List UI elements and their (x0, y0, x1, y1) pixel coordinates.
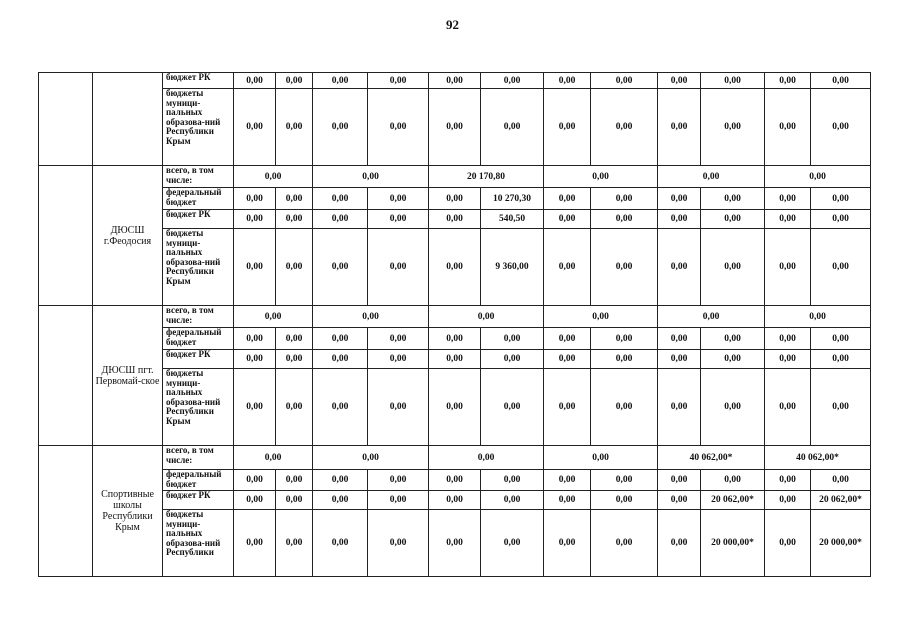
value-cell: 0,00 (368, 470, 429, 491)
value-cell: 0,00 (429, 73, 481, 89)
table-row (39, 491, 871, 510)
value-cell: 0,00 (234, 350, 276, 369)
value-cell: 0,00 (811, 210, 871, 229)
value-cell: 0,00 (591, 89, 658, 166)
value-cell: 0,00 (591, 470, 658, 491)
row-label: всего, в том числе: (163, 306, 234, 328)
value-cell: 0,00 (591, 369, 658, 446)
total-value-cell: 0,00 (429, 446, 544, 470)
value-cell: 0,00 (544, 210, 591, 229)
row-label: бюджет РК (163, 73, 234, 89)
row-label: всего, в том числе: (163, 446, 234, 470)
row-label: бюджет РК (163, 491, 234, 510)
value-cell: 0,00 (658, 328, 701, 350)
value-cell: 0,00 (544, 188, 591, 210)
value-cell: 0,00 (811, 229, 871, 306)
row-label: всего, в том числе: (163, 166, 234, 188)
value-cell: 0,00 (658, 73, 701, 89)
value-cell: 0,00 (234, 470, 276, 491)
value-cell: 0,00 (658, 350, 701, 369)
value-cell: 0,00 (658, 210, 701, 229)
index-cell (39, 73, 93, 166)
table-row (39, 328, 871, 350)
value-cell: 10 270,30 (481, 188, 544, 210)
value-cell: 0,00 (234, 73, 276, 89)
total-value-cell: 0,00 (313, 166, 429, 188)
value-cell: 0,00 (658, 229, 701, 306)
value-cell: 0,00 (276, 350, 313, 369)
value-cell: 0,00 (429, 369, 481, 446)
value-cell: 0,00 (591, 491, 658, 510)
total-value-cell: 0,00 (313, 446, 429, 470)
value-cell: 0,00 (481, 369, 544, 446)
total-value-cell: 0,00 (234, 306, 313, 328)
value-cell: 0,00 (429, 188, 481, 210)
value-cell: 0,00 (591, 229, 658, 306)
value-cell: 0,00 (811, 369, 871, 446)
institution-name: ДЮСШ пгт. Первомай-ское (93, 306, 163, 446)
value-cell: 20 062,00* (811, 491, 871, 510)
value-cell: 0,00 (276, 210, 313, 229)
value-cell: 0,00 (313, 328, 368, 350)
value-cell: 0,00 (313, 491, 368, 510)
value-cell: 0,00 (811, 470, 871, 491)
value-cell: 0,00 (544, 89, 591, 166)
total-value-cell: 0,00 (765, 166, 871, 188)
value-cell: 20 000,00* (811, 510, 871, 577)
value-cell: 0,00 (591, 328, 658, 350)
value-cell: 0,00 (591, 350, 658, 369)
value-cell: 0,00 (429, 491, 481, 510)
total-value-cell: 0,00 (429, 306, 544, 328)
row-label: бюджеты муници-пальных образова-ний Республики Крым (163, 229, 234, 306)
value-cell: 0,00 (234, 210, 276, 229)
value-cell: 0,00 (368, 328, 429, 350)
value-cell: 0,00 (765, 188, 811, 210)
value-cell: 0,00 (481, 73, 544, 89)
value-cell: 0,00 (658, 491, 701, 510)
value-cell: 0,00 (276, 510, 313, 577)
value-cell: 0,00 (765, 369, 811, 446)
total-value-cell: 40 062,00* (765, 446, 871, 470)
value-cell: 0,00 (276, 229, 313, 306)
value-cell: 0,00 (701, 470, 765, 491)
value-cell: 540,50 (481, 210, 544, 229)
value-cell: 0,00 (591, 73, 658, 89)
value-cell: 0,00 (701, 369, 765, 446)
value-cell: 0,00 (701, 210, 765, 229)
value-cell: 0,00 (481, 350, 544, 369)
page-number: 92 (446, 17, 459, 32)
total-value-cell: 0,00 (544, 306, 658, 328)
value-cell: 0,00 (811, 328, 871, 350)
value-cell: 0,00 (701, 188, 765, 210)
value-cell: 0,00 (591, 210, 658, 229)
value-cell: 0,00 (481, 328, 544, 350)
value-cell: 0,00 (765, 73, 811, 89)
total-value-cell: 0,00 (658, 306, 765, 328)
institution-name (93, 73, 163, 166)
value-cell: 0,00 (234, 328, 276, 350)
value-cell: 0,00 (591, 510, 658, 577)
value-cell: 0,00 (234, 188, 276, 210)
total-value-cell: 40 062,00* (658, 446, 765, 470)
value-cell: 0,00 (429, 229, 481, 306)
value-cell: 0,00 (701, 350, 765, 369)
row-label: федеральный бюджет (163, 328, 234, 350)
index-cell (39, 446, 93, 577)
value-cell: 0,00 (234, 510, 276, 577)
value-cell: 0,00 (313, 470, 368, 491)
value-cell: 0,00 (765, 470, 811, 491)
value-cell: 0,00 (544, 350, 591, 369)
value-cell: 0,00 (765, 350, 811, 369)
value-cell: 0,00 (313, 188, 368, 210)
table-row (39, 73, 871, 89)
value-cell: 0,00 (658, 470, 701, 491)
table-row (39, 306, 871, 328)
value-cell: 0,00 (234, 369, 276, 446)
value-cell: 0,00 (701, 73, 765, 89)
value-cell: 0,00 (658, 510, 701, 577)
value-cell: 0,00 (481, 510, 544, 577)
value-cell: 0,00 (429, 89, 481, 166)
value-cell: 0,00 (429, 328, 481, 350)
value-cell: 0,00 (765, 328, 811, 350)
total-value-cell: 0,00 (234, 166, 313, 188)
value-cell: 0,00 (765, 89, 811, 166)
table-row (39, 89, 871, 166)
total-value-cell: 0,00 (544, 446, 658, 470)
value-cell: 0,00 (368, 229, 429, 306)
value-cell: 0,00 (811, 350, 871, 369)
value-cell: 0,00 (658, 89, 701, 166)
value-cell: 0,00 (276, 328, 313, 350)
budget-table (38, 72, 871, 577)
value-cell: 0,00 (368, 73, 429, 89)
table-row (39, 210, 871, 229)
value-cell: 20 000,00* (701, 510, 765, 577)
row-label: бюджет РК (163, 210, 234, 229)
value-cell: 0,00 (368, 510, 429, 577)
value-cell: 0,00 (368, 210, 429, 229)
total-value-cell: 0,00 (544, 166, 658, 188)
value-cell: 0,00 (765, 210, 811, 229)
value-cell: 9 360,00 (481, 229, 544, 306)
value-cell: 20 062,00* (701, 491, 765, 510)
value-cell: 0,00 (368, 350, 429, 369)
row-label: федеральный бюджет (163, 188, 234, 210)
value-cell: 0,00 (765, 491, 811, 510)
value-cell: 0,00 (313, 73, 368, 89)
value-cell: 0,00 (811, 73, 871, 89)
value-cell: 0,00 (658, 369, 701, 446)
value-cell: 0,00 (701, 229, 765, 306)
value-cell: 0,00 (234, 229, 276, 306)
value-cell: 0,00 (481, 491, 544, 510)
value-cell: 0,00 (765, 510, 811, 577)
value-cell: 0,00 (313, 229, 368, 306)
value-cell: 0,00 (368, 369, 429, 446)
institution-name: Спортивные школы Республики Крым (93, 446, 163, 577)
value-cell: 0,00 (544, 328, 591, 350)
table-row (39, 166, 871, 188)
value-cell: 0,00 (544, 491, 591, 510)
value-cell: 0,00 (544, 470, 591, 491)
value-cell: 0,00 (544, 510, 591, 577)
value-cell: 0,00 (765, 229, 811, 306)
row-label: бюджеты муници-пальных образова-ний Республики Крым (163, 89, 234, 166)
value-cell: 0,00 (701, 328, 765, 350)
row-label: бюджеты муници-пальных образова-ний Республики Крым (163, 369, 234, 446)
value-cell: 0,00 (811, 188, 871, 210)
value-cell: 0,00 (368, 89, 429, 166)
table-row (39, 188, 871, 210)
value-cell: 0,00 (276, 73, 313, 89)
value-cell: 0,00 (276, 89, 313, 166)
total-value-cell: 0,00 (234, 446, 313, 470)
institution-name: ДЮСШ г.Феодосия (93, 166, 163, 306)
total-value-cell: 20 170,80 (429, 166, 544, 188)
value-cell: 0,00 (368, 491, 429, 510)
value-cell: 0,00 (481, 470, 544, 491)
value-cell: 0,00 (429, 210, 481, 229)
value-cell: 0,00 (313, 210, 368, 229)
total-value-cell: 0,00 (313, 306, 429, 328)
value-cell: 0,00 (276, 470, 313, 491)
table-row (39, 446, 871, 470)
table-row (39, 470, 871, 491)
table-row (39, 510, 871, 577)
index-cell (39, 306, 93, 446)
value-cell: 0,00 (276, 188, 313, 210)
value-cell: 0,00 (811, 89, 871, 166)
value-cell: 0,00 (481, 89, 544, 166)
table-row (39, 229, 871, 306)
value-cell: 0,00 (276, 491, 313, 510)
value-cell: 0,00 (368, 188, 429, 210)
value-cell: 0,00 (429, 510, 481, 577)
value-cell: 0,00 (429, 350, 481, 369)
value-cell: 0,00 (429, 470, 481, 491)
value-cell: 0,00 (313, 89, 368, 166)
index-cell (39, 166, 93, 306)
total-value-cell: 0,00 (765, 306, 871, 328)
table-row (39, 369, 871, 446)
value-cell: 0,00 (313, 350, 368, 369)
row-label: бюджеты муници-пальных образова-ний Республики (163, 510, 234, 577)
value-cell: 0,00 (544, 369, 591, 446)
value-cell: 0,00 (701, 89, 765, 166)
value-cell: 0,00 (234, 491, 276, 510)
value-cell: 0,00 (313, 510, 368, 577)
value-cell: 0,00 (591, 188, 658, 210)
value-cell: 0,00 (276, 369, 313, 446)
value-cell: 0,00 (313, 369, 368, 446)
value-cell: 0,00 (544, 73, 591, 89)
value-cell: 0,00 (658, 188, 701, 210)
value-cell: 0,00 (234, 89, 276, 166)
row-label: бюджет РК (163, 350, 234, 369)
row-label: федеральный бюджет (163, 470, 234, 491)
total-value-cell: 0,00 (658, 166, 765, 188)
table-row (39, 350, 871, 369)
value-cell: 0,00 (544, 229, 591, 306)
